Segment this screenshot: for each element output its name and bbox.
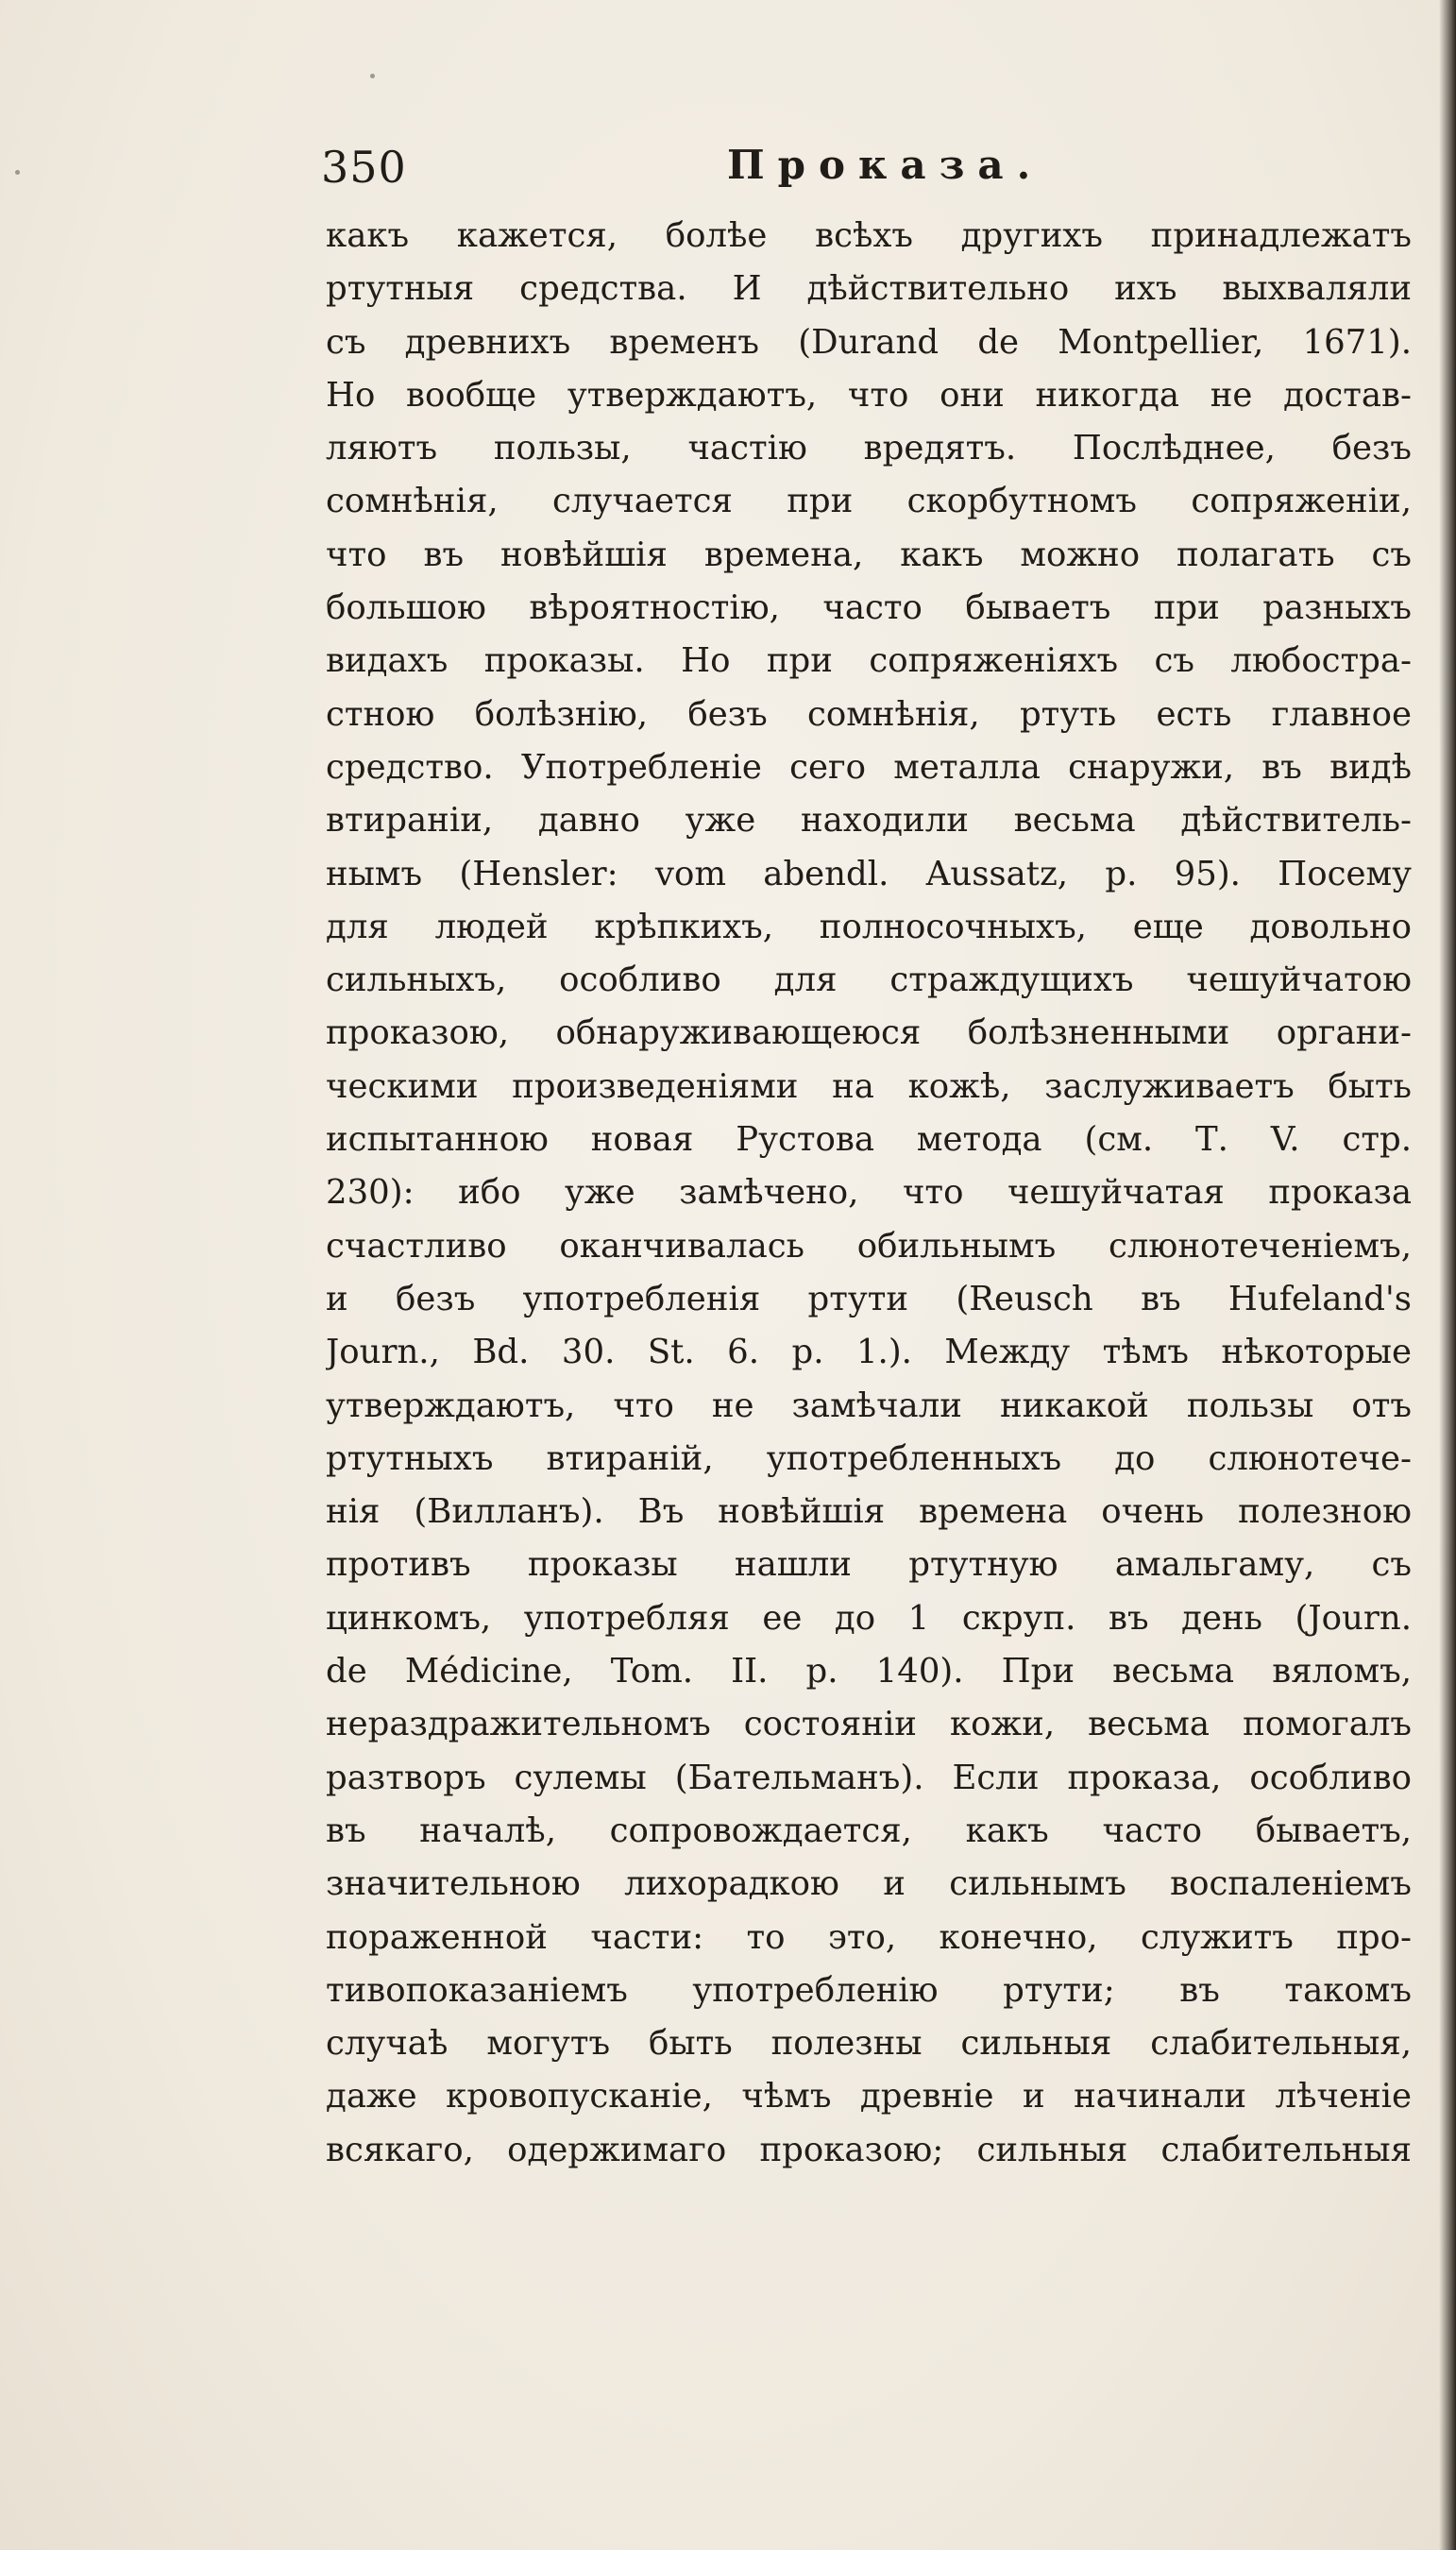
text-line: что въ новѣйшія времена, какъ можно полагать съ <box>326 535 1412 574</box>
text-line: счастливо оканчивалась обильнымъ слюнотеченіемъ, <box>326 1226 1412 1266</box>
text-line: всякаго, одержимаго проказою; сильныя слабительныя <box>326 2130 1412 2169</box>
text-line: случаѣ могутъ быть полезны сильныя слабительныя, <box>326 2024 1412 2064</box>
text-line: нераздражительномъ состояніи кожи, весьма помогалъ <box>326 1705 1412 1744</box>
text-line: для людей крѣпкихъ, полносочныхъ, еще довольно <box>326 907 1412 946</box>
body-text <box>326 210 1412 2177</box>
text-line: цинкомъ, употребляя ее до 1 скруп. въ день (Journ. <box>326 1598 1412 1638</box>
text-line: Journ., Bd. 30. St. 6. p. 1.). Между тѣмъ нѣкоторые <box>326 1333 1412 1372</box>
text-line: Но вообще утверждаютъ, что они никогда не достав- <box>326 375 1412 415</box>
text-line: ческими произведеніями на кожѣ, заслуживаетъ быть <box>326 1066 1412 1106</box>
text-line: сильныхъ, особливо для страждущихъ чешуйчатою <box>326 960 1412 1000</box>
text-line: сомнѣнія, случается при скорбутномъ сопряженіи, <box>326 482 1412 521</box>
text-line: проказою, обнаруживающеюся болѣзненными органи- <box>326 1013 1412 1053</box>
text-line: ртутныя средства. И дѣйствительно ихъ выхваляли <box>326 269 1412 309</box>
text-line: пораженной части: то это, конечно, служитъ про- <box>326 1917 1412 1957</box>
paper-speck <box>15 170 20 175</box>
text-line: разтворъ сулемы (Бательманъ). Если проказа, особливо <box>326 1758 1412 1797</box>
text-line: 230): ибо уже замѣчено, что чешуйчатая проказа <box>326 1173 1412 1213</box>
text-line: большою вѣроятностію, часто бываетъ при разныхъ <box>326 588 1412 628</box>
paper-speck <box>370 74 375 78</box>
text-line: противъ проказы нашли ртутную амальгаму, съ <box>326 1545 1412 1585</box>
text-line: ляютъ пользы, частію вредятъ. Послѣднее, безъ <box>326 429 1412 468</box>
text-line: стною болѣзнію, безъ сомнѣнія, ртуть есть главное <box>326 694 1412 734</box>
page-number: 350 <box>321 142 407 193</box>
page-header <box>321 142 1388 208</box>
text-line: значительною лихорадкою и сильнымъ воспаленіемъ <box>326 1864 1412 1904</box>
text-line: втираніи, давно уже находили весьма дѣйствитель- <box>326 801 1412 841</box>
text-line: даже кровопусканіе, чѣмъ древніе и начинали лѣченіе <box>326 2077 1412 2116</box>
text-line: de Médicine, Tom. II. p. 140). При весьма вяломъ, <box>326 1652 1412 1692</box>
text-line: видахъ проказы. Но при сопряженіяхъ съ любостра- <box>326 641 1412 681</box>
text-line: нымъ (Hensler: vom abendl. Aussatz, p. 95). Посему <box>326 854 1412 893</box>
text-line: ртутныхъ втираній, употребленныхъ до слюнотече- <box>326 1438 1412 1478</box>
text-line: и безъ употребленія ртути (Reusch въ Hufeland's <box>326 1279 1412 1318</box>
text-line: тивопоказаніемъ употребленію ртути; въ такомъ <box>326 1970 1412 2010</box>
text-line: средство. Употребленіе сего металла снаружи, въ видѣ <box>326 747 1412 787</box>
text-line: нія (Вилланъ). Въ новѣйшія времена очень полезною <box>326 1492 1412 1532</box>
running-title: Проказа. <box>727 142 1044 188</box>
text-line: испытанною новая Рустова метода (см. Т. V. стр. <box>326 1120 1412 1160</box>
text-line: какъ кажется, болѣе всѣхъ другихъ принадлежатъ <box>326 216 1412 255</box>
text-line: съ древнихъ временъ (Durand de Montpellier, 1671). <box>326 322 1412 362</box>
page-edge-shadow <box>1439 0 1456 2550</box>
text-line: въ началѣ, сопровождается, какъ часто бываетъ, <box>326 1810 1412 1850</box>
text-line: утверждаютъ, что не замѣчали никакой пользы отъ <box>326 1386 1412 1425</box>
